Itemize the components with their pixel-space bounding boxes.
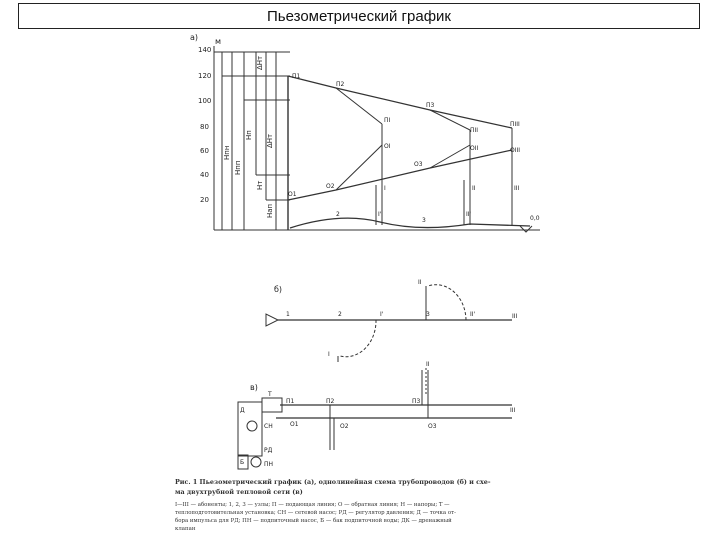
- node-label: I: [384, 185, 386, 192]
- caption-line: Рис. 1 Пьезометрический график (а), однолинейная схема трубопроводов (б) и схе-: [175, 478, 491, 486]
- network-label-item: Б: [240, 459, 245, 466]
- scheme-node: II': [470, 311, 476, 318]
- caption-line: I—III — абоненты; 1, 2, 3 — узлы; П — подающая линия; О — обратная линия; Н — напоры; Т —: [175, 502, 450, 508]
- figure-caption: [175, 478, 491, 532]
- scheme-node: I': [380, 311, 384, 318]
- scheme-label: б): [274, 285, 283, 294]
- network-label-item: ПН: [264, 461, 274, 468]
- network-label-item: О2: [340, 423, 349, 430]
- network-label-item: О1: [290, 421, 299, 428]
- point-label: ОII: [470, 145, 479, 152]
- scheme-node: 3: [426, 311, 430, 318]
- caption-line: клапан: [175, 526, 196, 532]
- branch-arc: [428, 285, 466, 320]
- tick-label: 80: [200, 123, 209, 131]
- branch-line: [430, 145, 470, 168]
- caption-line: бора импульса для РД; ПН — подпиточный насос, Б — бак подпиточной воды; ДК — дренажный: [175, 518, 452, 524]
- network-label-item: Д: [240, 407, 245, 414]
- height-label: ΔHт: [256, 55, 264, 70]
- branch-arc: [340, 320, 376, 357]
- scheme-node: II: [418, 279, 422, 286]
- supply-head-line: [288, 76, 512, 128]
- caption-line: ма двухтрубной тепловой сети (в): [175, 488, 303, 496]
- slide-title: Пьезометрический график: [18, 3, 700, 29]
- network-label-item: О3: [428, 423, 437, 430]
- network-pump: [247, 421, 257, 431]
- scheme-node: III: [512, 313, 518, 320]
- point-label: П3: [426, 102, 435, 109]
- caption-line: теплоподготовительная установка; СН — сетевой насос; РД — регулятор давления; Д — точка от-: [175, 510, 456, 516]
- height-label: Hпн: [223, 145, 231, 160]
- network-label-item: Т: [268, 391, 272, 398]
- network-label-item: П1: [286, 398, 295, 405]
- scheme-node: 1: [286, 311, 290, 318]
- network-label-item: РД: [264, 447, 273, 454]
- node-label: I': [378, 211, 382, 218]
- point-label: О2: [326, 183, 335, 190]
- point-label: ПI: [384, 117, 391, 124]
- point-label: П2: [336, 81, 345, 88]
- scheme-node: 2: [338, 311, 342, 318]
- makeup-pump: [251, 457, 261, 467]
- point-label: О3: [414, 161, 423, 168]
- network-label-item: II: [426, 361, 430, 368]
- network-label-item: III: [510, 407, 516, 414]
- two-pipe-network: [238, 361, 516, 469]
- tick-label: 140: [198, 46, 212, 54]
- datum-mark: [520, 226, 532, 232]
- ground-profile: [290, 218, 530, 228]
- source-triangle: [266, 314, 278, 326]
- network-label-item: СН: [264, 423, 273, 430]
- point-label: ОIII: [510, 147, 521, 154]
- height-label: Hп: [245, 130, 253, 140]
- scheme-node: I: [328, 351, 330, 358]
- network-label: в): [250, 383, 258, 392]
- node-label: III: [514, 185, 520, 192]
- node-label: II: [472, 185, 476, 192]
- height-label: Hт: [256, 180, 264, 190]
- one-line-scheme: [266, 279, 518, 396]
- point-label: ОI: [384, 143, 391, 150]
- branch-line: [430, 110, 470, 130]
- datum-label: 0,0: [530, 215, 540, 222]
- tick-label: 60: [200, 147, 209, 155]
- point-label: П1: [292, 73, 301, 80]
- tick-label: 20: [200, 196, 209, 204]
- network-label-item: П3: [412, 398, 421, 405]
- tick-label: 100: [198, 97, 212, 105]
- branch-line: [336, 145, 382, 190]
- return-head-line: [288, 150, 512, 200]
- heater-unit: [262, 398, 282, 412]
- tick-label: 120: [198, 72, 212, 80]
- node-label: II': [466, 211, 472, 218]
- point-label: ПII: [470, 127, 479, 134]
- axis-unit: м: [215, 37, 222, 46]
- height-label: Hпп: [234, 160, 242, 175]
- graph-label: а): [190, 33, 199, 42]
- height-label: ΔHт: [266, 133, 274, 148]
- point-label: О1: [288, 191, 297, 198]
- network-label-item: П2: [326, 398, 335, 405]
- node-label: 2: [336, 211, 340, 218]
- piezometric-graph: [190, 33, 540, 232]
- point-label: ПIII: [510, 121, 520, 128]
- node-label: 3: [422, 217, 426, 224]
- tick-label: 40: [200, 171, 209, 179]
- height-label: Hап: [266, 203, 274, 218]
